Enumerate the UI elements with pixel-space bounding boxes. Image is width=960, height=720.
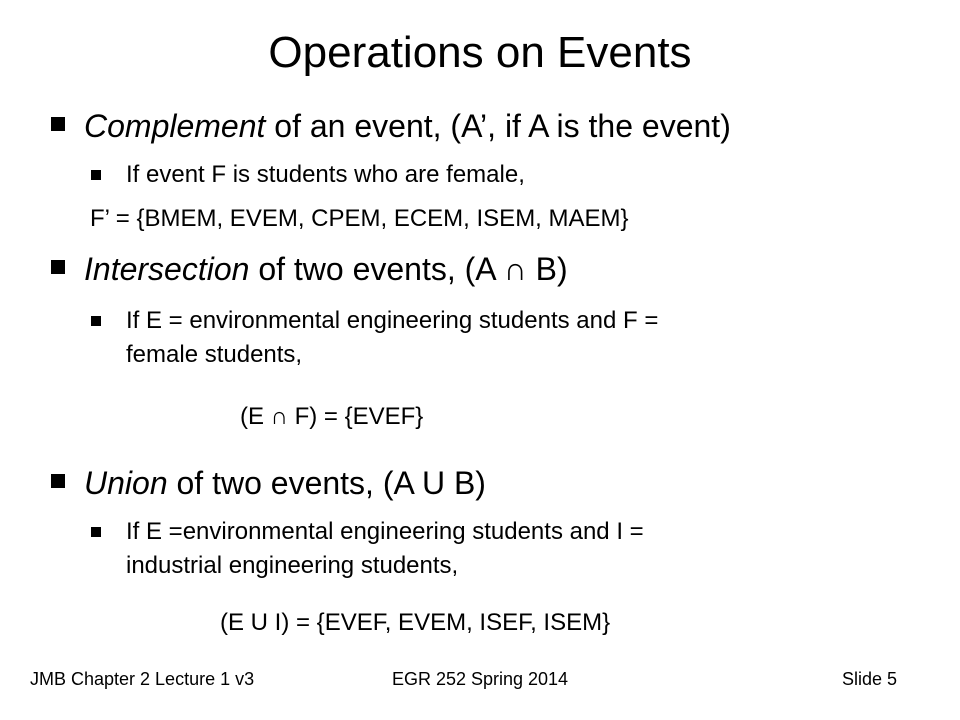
bullet-square-icon [51,474,65,488]
sub-bullet-complement: If event F is students who are female, [126,161,525,188]
bullet-complement [84,106,731,146]
sub-bullet-union-line1: If E =environmental engineering students and I = [126,518,644,545]
bullet-intersection-text: of two events, (A ∩ B) [249,251,568,287]
footer-center: EGR 252 Spring 2014 [391,669,569,689]
sub-bullet-union-line2: industrial engineering students, [126,552,459,579]
sub-bullet-square-icon [91,170,101,180]
bullet-square-icon [51,260,65,274]
term-complement: Complement [84,108,266,144]
footer-left: JMB Chapter 2 Lecture 1 v3 [30,669,255,689]
sub-bullet-intersection-line1: If E = environmental engineering students and F = [126,307,659,334]
bullet-union-text: of two events, (A U B) [167,465,486,501]
bullet-complement-text: of an event, (A’, if A is the event) [265,108,731,144]
term-intersection: Intersection [84,251,250,287]
sub-bullet-intersection-line2: female students, [126,341,303,368]
bullet-intersection [84,249,568,289]
union-set: (E U I) = {EVEF, EVEM, ISEF, ISEM} [220,609,611,636]
intersection-set: (E ∩ F) = {EVEF} [240,403,424,430]
slide-title: Operations on Events [268,28,692,77]
term-union: Union [84,465,168,501]
sub-bullet-square-icon [91,527,101,537]
complement-set: F’ = {BMEM, EVEM, CPEM, ECEM, ISEM, MAEM} [90,205,629,232]
sub-bullet-square-icon [91,316,101,326]
bullet-square-icon [51,117,65,131]
footer-right: Slide 5 [841,669,897,689]
bullet-union [84,463,486,503]
